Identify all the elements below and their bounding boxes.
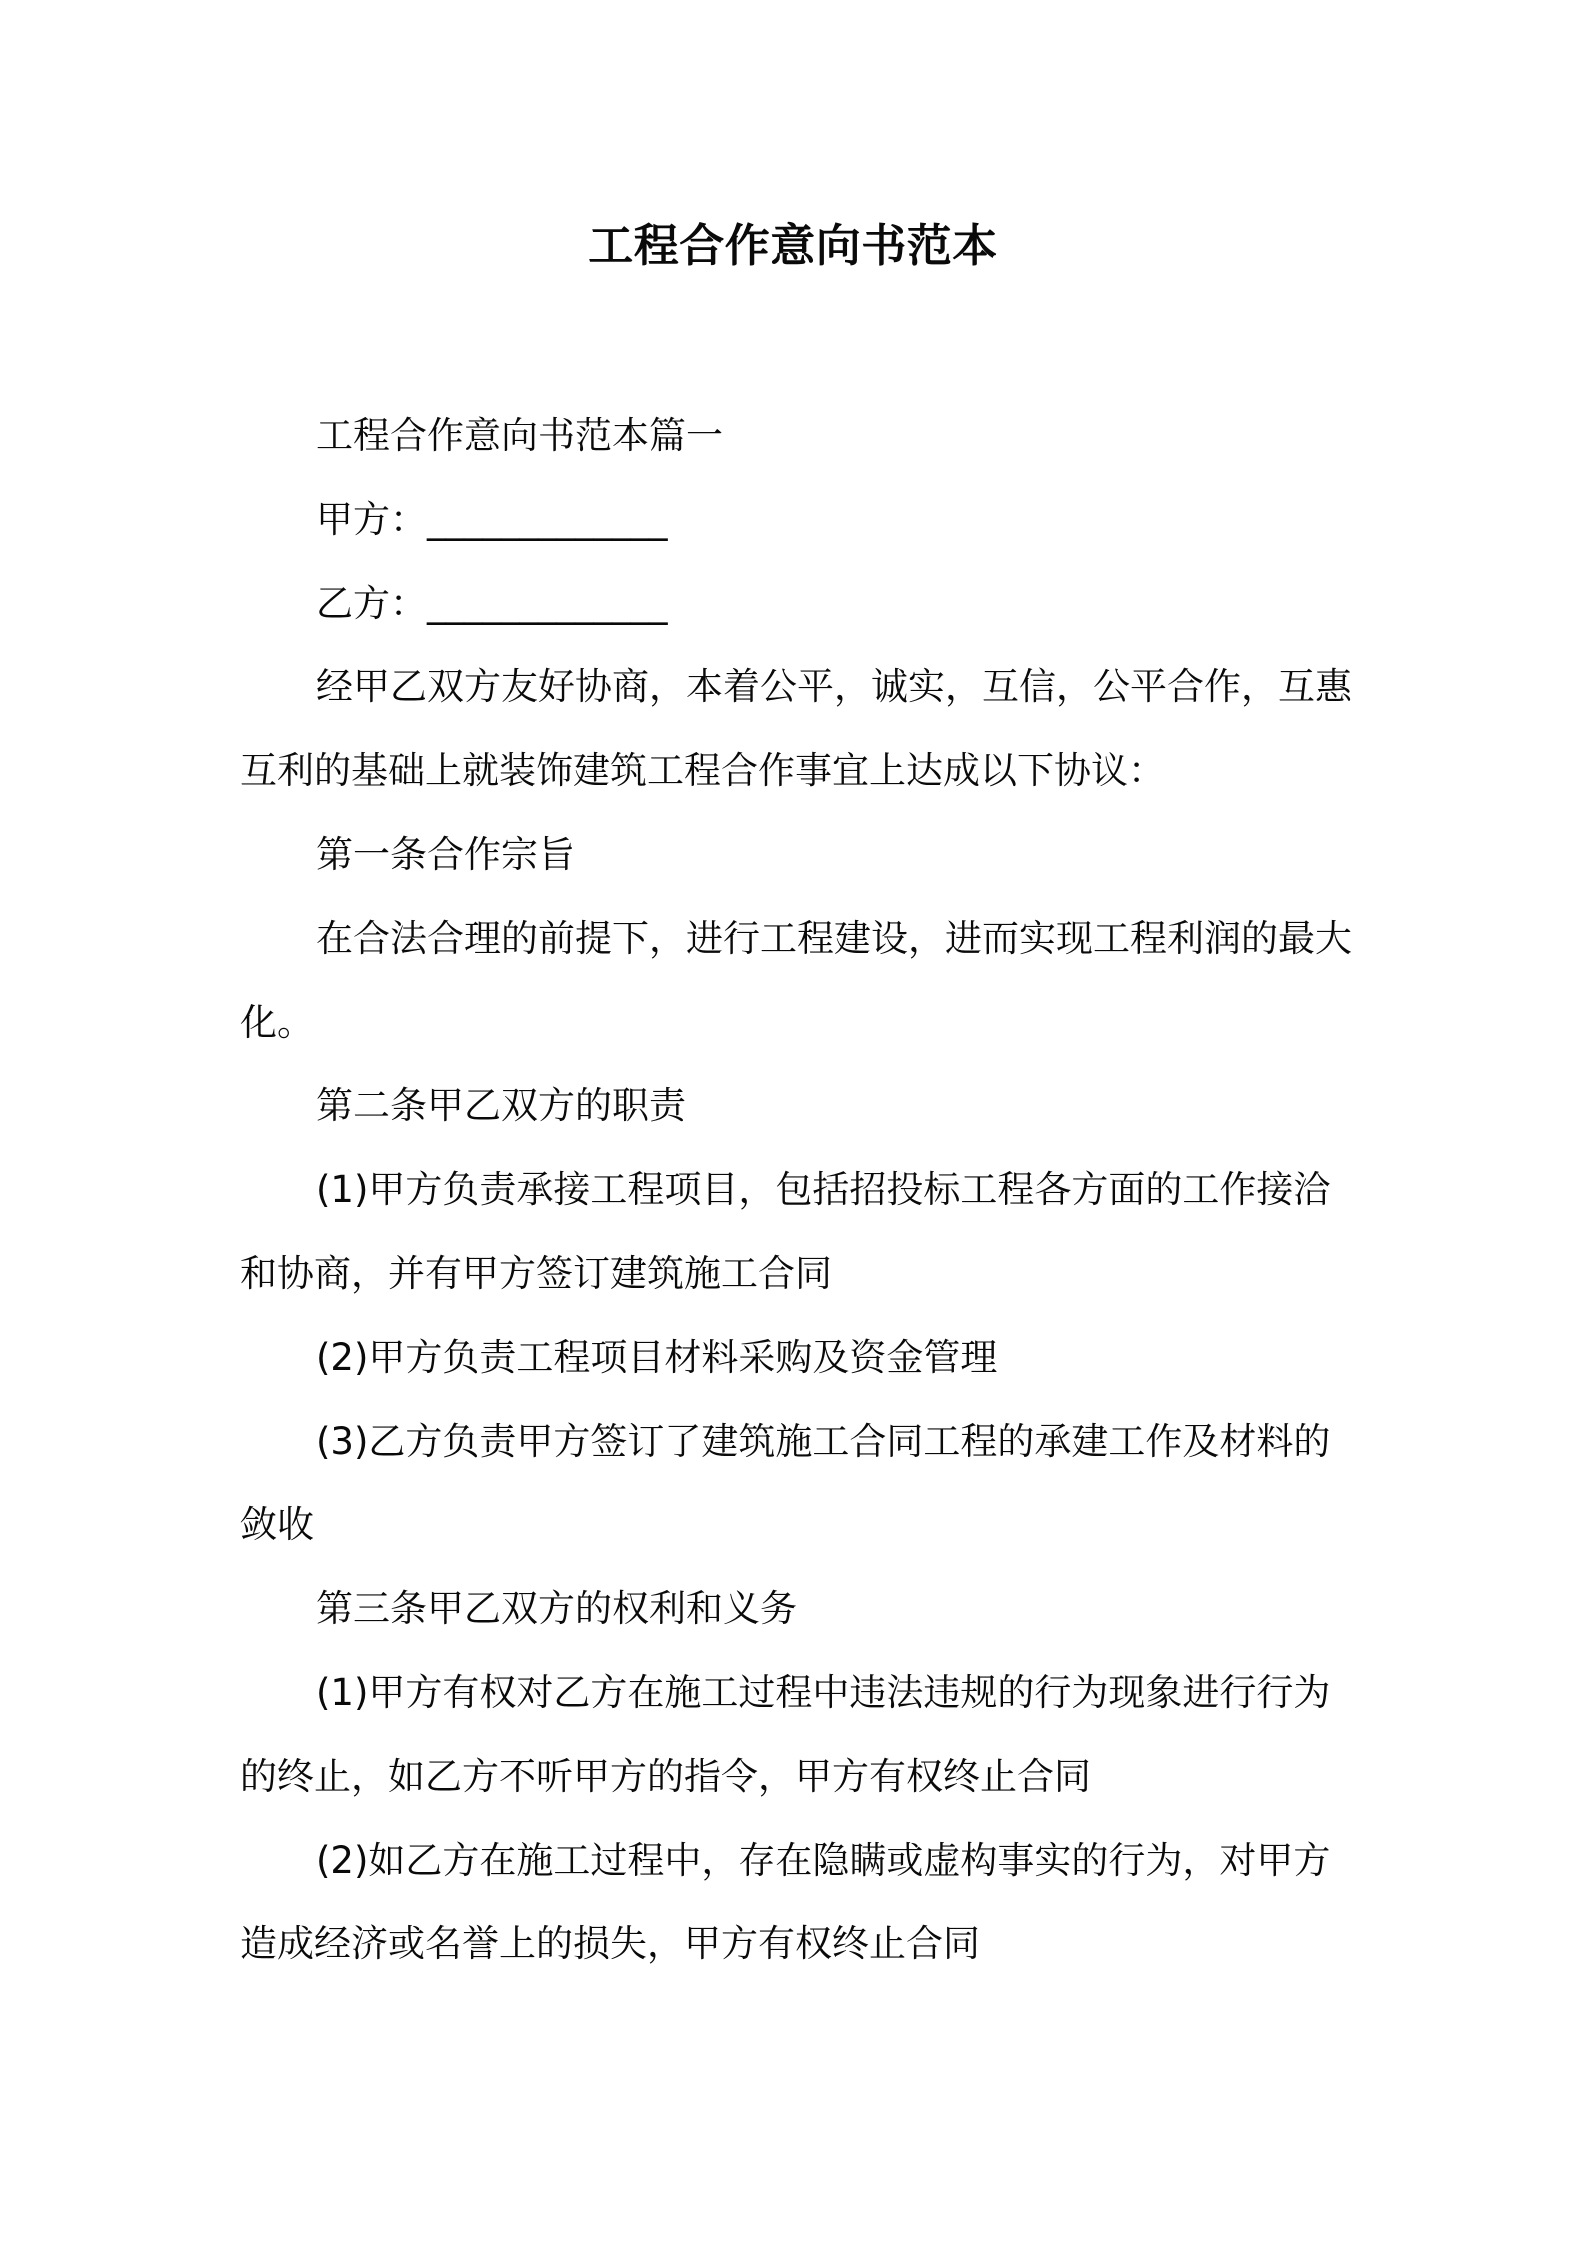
article-3-heading: 第三条甲乙双方的权利和义务: [316, 1587, 797, 1631]
article-2-item-2: (2)甲方负责工程项目材料采购及资金管理: [316, 1335, 998, 1379]
party-a-field: 甲方：_____________: [316, 497, 668, 541]
document-title: 工程合作意向书范本: [588, 219, 998, 272]
article-2-item-3-line-1: (3)乙方负责甲方签订了建筑施工合同工程的承建工作及材料的: [316, 1419, 1331, 1463]
article-3-item-2-line-1: (2)如乙方在施工过程中，存在隐瞒或虚构事实的行为，对甲方: [316, 1838, 1331, 1882]
article-3-item-1-line-1: (1)甲方有权对乙方在施工过程中违法违规的行为现象进行行为: [316, 1670, 1331, 1714]
article-1-text-line-2: 化。: [240, 1000, 314, 1044]
party-b-field: 乙方：_____________: [316, 581, 668, 625]
article-2-item-1-line-2: 和协商，并有甲方签订建筑施工合同: [240, 1251, 832, 1295]
article-2-heading: 第二条甲乙双方的职责: [316, 1084, 686, 1128]
article-1-heading: 第一条合作宗旨: [316, 832, 575, 876]
article-3-item-1-line-2: 的终止，如乙方不听甲方的指令，甲方有权终止合同: [240, 1754, 1091, 1798]
article-1-text-line-1: 在合法合理的前提下，进行工程建设，进而实现工程利润的最大: [316, 916, 1352, 960]
preamble-line-1: 经甲乙双方友好协商，本着公平，诚实，互信，公平合作，互惠: [316, 665, 1352, 709]
article-2-item-3-line-2: 敛收: [240, 1503, 314, 1547]
document-body: [240, 408, 1350, 2000]
article-3-item-2-line-2: 造成经济或名誉上的损失，甲方有权终止合同: [240, 1922, 980, 1966]
article-2-item-1-line-1: (1)甲方负责承接工程项目，包括招投标工程各方面的工作接洽: [316, 1168, 1331, 1212]
section-heading-part-one: 工程合作意向书范本篇一: [316, 414, 723, 457]
preamble-line-2: 互利的基础上就装饰建筑工程合作事宜上达成以下协议：: [240, 749, 1165, 793]
